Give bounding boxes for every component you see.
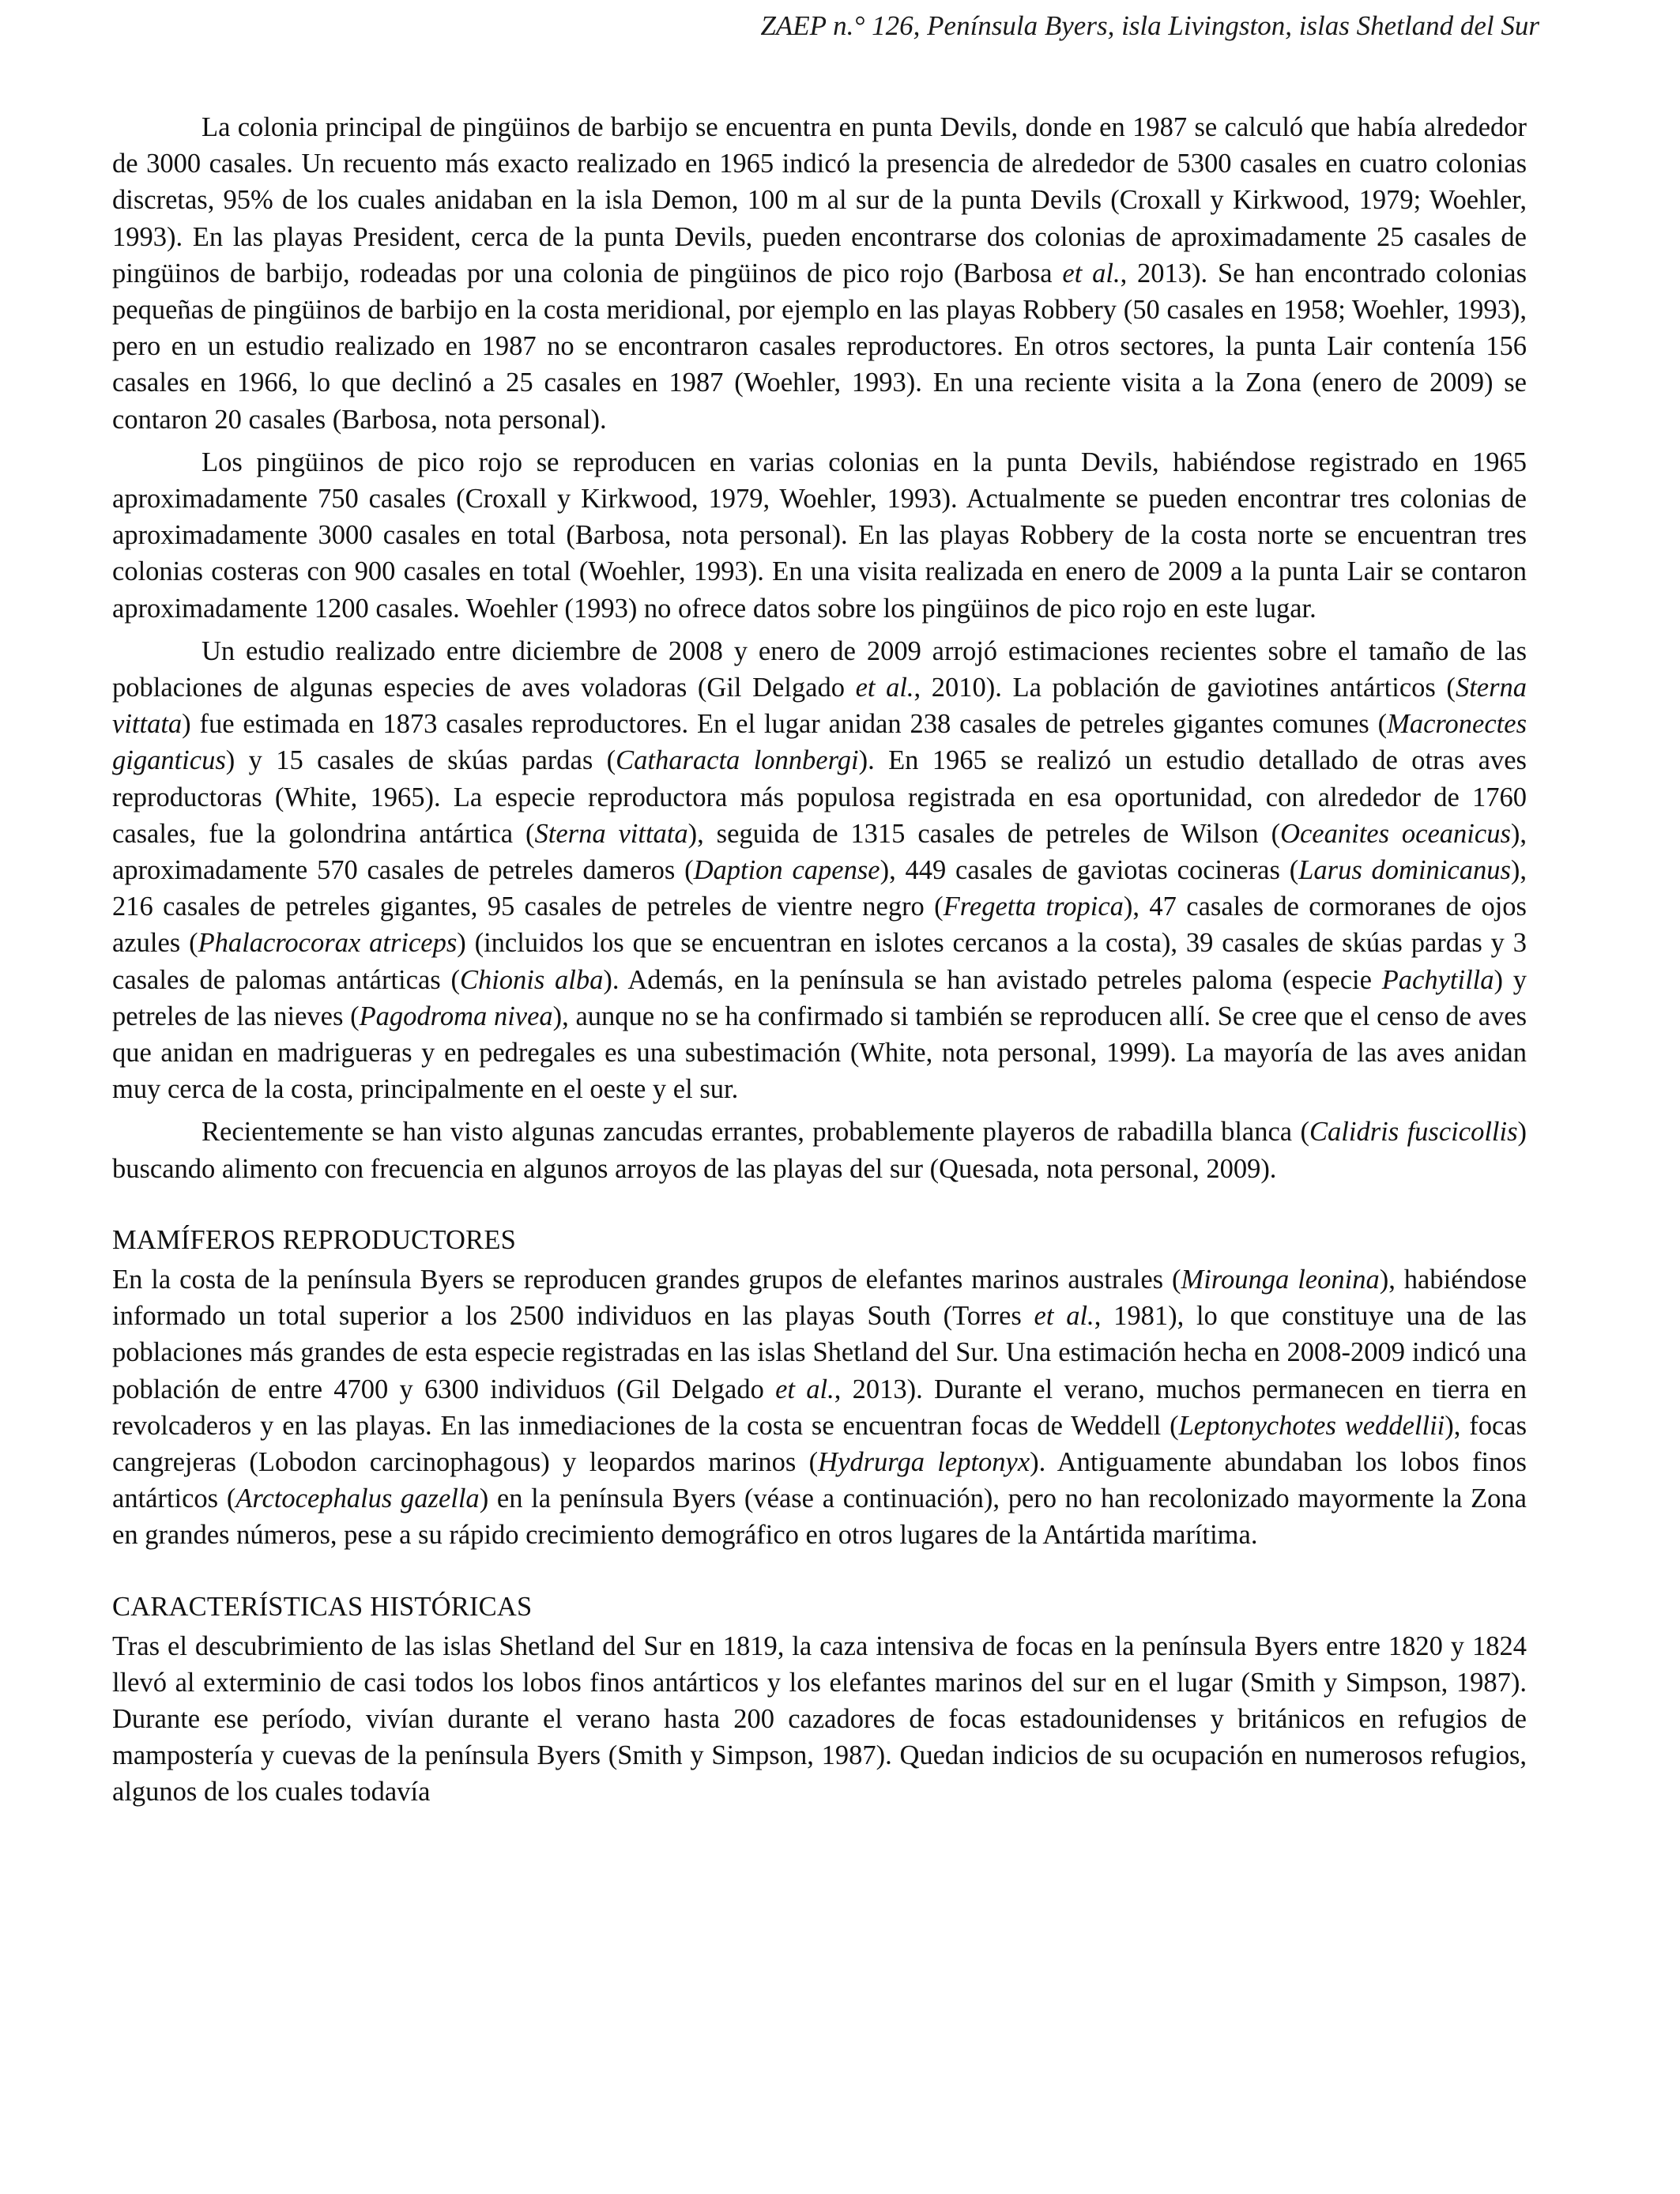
text-run: Tras el descubrimiento de las islas Shetland del Sur en 1819, la caza intensiva de focas en la península Byers entre 1820 y 1824 llevó al exterminio de casi todos los lobos finos antárticos y los elefantes marinos del sur en el lugar (Smith y Simpson, 1987). Durante ese período, vivían durante el verano hasta 200 cazadores de focas estadounidenses y británicos en refugios de mampostería y cuevas de la península Byers (Smith y Simpson, 1987). Quedan indicios de su ocupación en numerosos refugios, algunos de los cuales todavía — [112, 1630, 1527, 1808]
italic-term: Pagodroma nivea — [359, 1001, 553, 1031]
text-run: Un estudio realizado entre diciembre de 2008 y enero de 2009 arrojó estimaciones recientes sobre el tamaño de las poblaciones de algunas especies de aves voladoras (Gil Delgado — [112, 635, 1527, 703]
text-run: ), 449 casales de gaviotas cocineras ( — [880, 855, 1299, 886]
italic-term: Catharacta lonnbergi — [616, 745, 859, 776]
running-header: ZAEP n.° 126, Península Byers, isla Livingston, islas Shetland del Sur — [760, 10, 1539, 41]
document-body — [112, 109, 1527, 1817]
italic-term: et al. — [1062, 258, 1121, 288]
text-run: ). En 1965 se realizó un estudio detallado de otras aves reproductoras (White, 1965). La especie reproductora más populosa registrada en esa oportunidad, con alrededor de 1760 casales, fue la golondrina antártica ( — [112, 745, 1527, 849]
text-run: ). Antiguamente abundaban los lobos finos antárticos ( — [112, 1446, 1527, 1514]
text-run: En la costa de la península Byers se reproducen grandes grupos de elefantes marinos australes ( — [112, 1264, 1181, 1295]
italic-term: Sterna vittata — [112, 673, 1527, 740]
italic-term: Calidris fuscicollis — [1309, 1117, 1518, 1148]
text-run: ) fue estimada en 1873 casales reproductores. En el lugar anidan 238 casales de petreles gigantes comunes ( — [182, 709, 1388, 740]
italic-term: Oceanites oceanicus — [1280, 818, 1511, 849]
italic-term: Pachytilla — [1381, 964, 1494, 995]
text-run: ), 47 casales de cormoranes de ojos azules ( — [112, 892, 1527, 959]
text-run: , 2010). La población de gaviotines antárticos ( — [913, 673, 1456, 703]
text-run: ) y petreles de las nieves ( — [112, 964, 1527, 1031]
text-run: , 2013). Se han encontrado colonias pequeñas de pingüinos de barbijo en la costa meridional, por ejemplo en las playas Robbery (50 casales en 1958; Woehler, 1993), pero en un estudio realizado en 1987 no se encontraron casales reproductores. En otros sectores, la punta Lair contenía 156 casales en 1966, lo que declinó a 25 casales en 1987 (Woehler, 1993). En una reciente visita a la Zona (enero de 2009) se contaron 20 casales (Barbosa, nota personal). — [112, 258, 1527, 435]
text-run: Recientemente se han visto algunas zancudas errantes, probablemente playeros de rabadilla blanca ( — [202, 1117, 1310, 1148]
italic-term: Daption capense — [693, 855, 880, 886]
italic-term: Phalacrocorax atriceps — [198, 928, 458, 959]
italic-term: Mirounga leonina — [1181, 1264, 1380, 1295]
text-run: ) buscando alimento con frecuencia en algunos arroyos de las playas del sur (Quesada, nota personal, 2009). — [112, 1117, 1527, 1184]
italic-term: et al. — [1034, 1301, 1094, 1332]
text-run: ) (incluidos los que se encuentran en islotes cercanos a la costa), 39 casales de skúas pardas y 3 casales de palomas antárticas ( — [112, 928, 1527, 995]
text-run: Los pingüinos de pico rojo se reproducen en varias colonias en la punta Devils, habiéndose registrado en 1965 aproximadamente 750 casales (Croxall y Kirkwood, 1979, Woehler, 1993). Actualmente se pueden encontrar tres colonias de aproximadamente 3000 casales en total (Barbosa, nota personal). En las playas Robbery de la costa norte se encuentran tres colonias costeras con 900 casales en total (Woehler, 1993). En una visita realizada en enero de 2009 a la punta Lair se contaron aproximadamente 1200 casales. Woehler (1993) no ofrece datos sobre los pingüinos de pico rojo en este lugar. — [112, 447, 1527, 624]
italic-term: et al. — [855, 673, 914, 703]
text-run: , 1981), lo que constituye una de las poblaciones más grandes de esta especie registradas en las islas Shetland del Sur. Una estimación hecha en 2008-2009 indicó una población de entre 4700 y 6300 individuos (Gil Delgado — [112, 1301, 1527, 1404]
italic-term: Hydrurga leptonyx — [818, 1446, 1030, 1477]
text-run: , 2013). Durante el verano, muchos permanecen en tierra en revolcaderos y en las playas. En las inmediaciones de la costa se encuentran focas de Weddell ( — [112, 1374, 1527, 1441]
text-run: ), 216 casales de petreles gigantes, 95 casales de petreles de vientre negro ( — [112, 855, 1527, 922]
body-paragraph — [112, 109, 1527, 438]
text-run: La colonia principal de pingüinos de barbijo se encuentra en punta Devils, donde en 1987 se calculó que había alrededor de 3000 casales. Un recuento más exacto realizado en 1965 indicó la presencia de alrededor de 5300 casales en cuatro colonias discretas, 95% de los cuales anidaban en la isla Demon, 100 m al sur de la punta Devils (Croxall y Kirkwood, 1979; Woehler, 1993). En las playas President, cerca de la punta Devils, pueden encontrarse dos colonias de aproximadamente 25 casales de pingüinos de barbijo, rodeadas por una colonia de pingüinos de pico rojo (Barbosa — [112, 112, 1527, 288]
body-paragraph — [112, 1114, 1527, 1186]
body-paragraph — [112, 444, 1527, 627]
text-run: ), focas cangrejeras (Lobodon carcinophagous) y leopardos marinos ( — [112, 1410, 1527, 1477]
text-run: ) en la península Byers (véase a continuación), pero no han recolonizado mayormente la Zona en grandes números, pese a su rápido crecimiento demográfico en otros lugares de la Antártida marítima. — [112, 1483, 1527, 1551]
text-run: ). Además, en la península se han avistado petreles paloma (especie — [603, 964, 1382, 995]
italic-term: Fregetta tropica — [943, 892, 1124, 922]
text-run: ), habiéndose informado un total superior a los 2500 individuos en las playas South (Torres — [112, 1264, 1527, 1332]
italic-term: Sterna vittata — [534, 818, 688, 849]
section-heading: CARACTERÍSTICAS HISTÓRICAS — [112, 1591, 533, 1622]
text-run: ) y 15 casales de skúas pardas ( — [225, 745, 616, 776]
italic-term: Leptonychotes weddellii — [1178, 1410, 1445, 1441]
text-run: ), aunque no se ha confirmado si también se reproducen allí. Se cree que el censo de aves que anidan en madrigueras y en pedregales es una subestimación (White, nota personal, 1999). La mayoría de las aves anidan muy cerca de la costa, principalmente en el oeste y el sur. — [112, 1001, 1527, 1105]
italic-term: Macronectes giganticus — [112, 709, 1527, 776]
text-run: ), aproximadamente 570 casales de petreles dameros ( — [112, 818, 1527, 886]
italic-term: Larus dominicanus — [1298, 855, 1511, 886]
body-paragraph — [112, 1628, 1527, 1811]
italic-term: Chionis alba — [459, 964, 604, 995]
section-heading: MAMÍFEROS REPRODUCTORES — [112, 1224, 517, 1255]
text-run: ), seguida de 1315 casales de petreles de Wilson ( — [687, 818, 1281, 849]
italic-term: et al. — [775, 1374, 834, 1404]
body-paragraph — [112, 1261, 1527, 1554]
italic-term: Arctocephalus gazella — [235, 1483, 480, 1514]
body-paragraph — [112, 633, 1527, 1108]
